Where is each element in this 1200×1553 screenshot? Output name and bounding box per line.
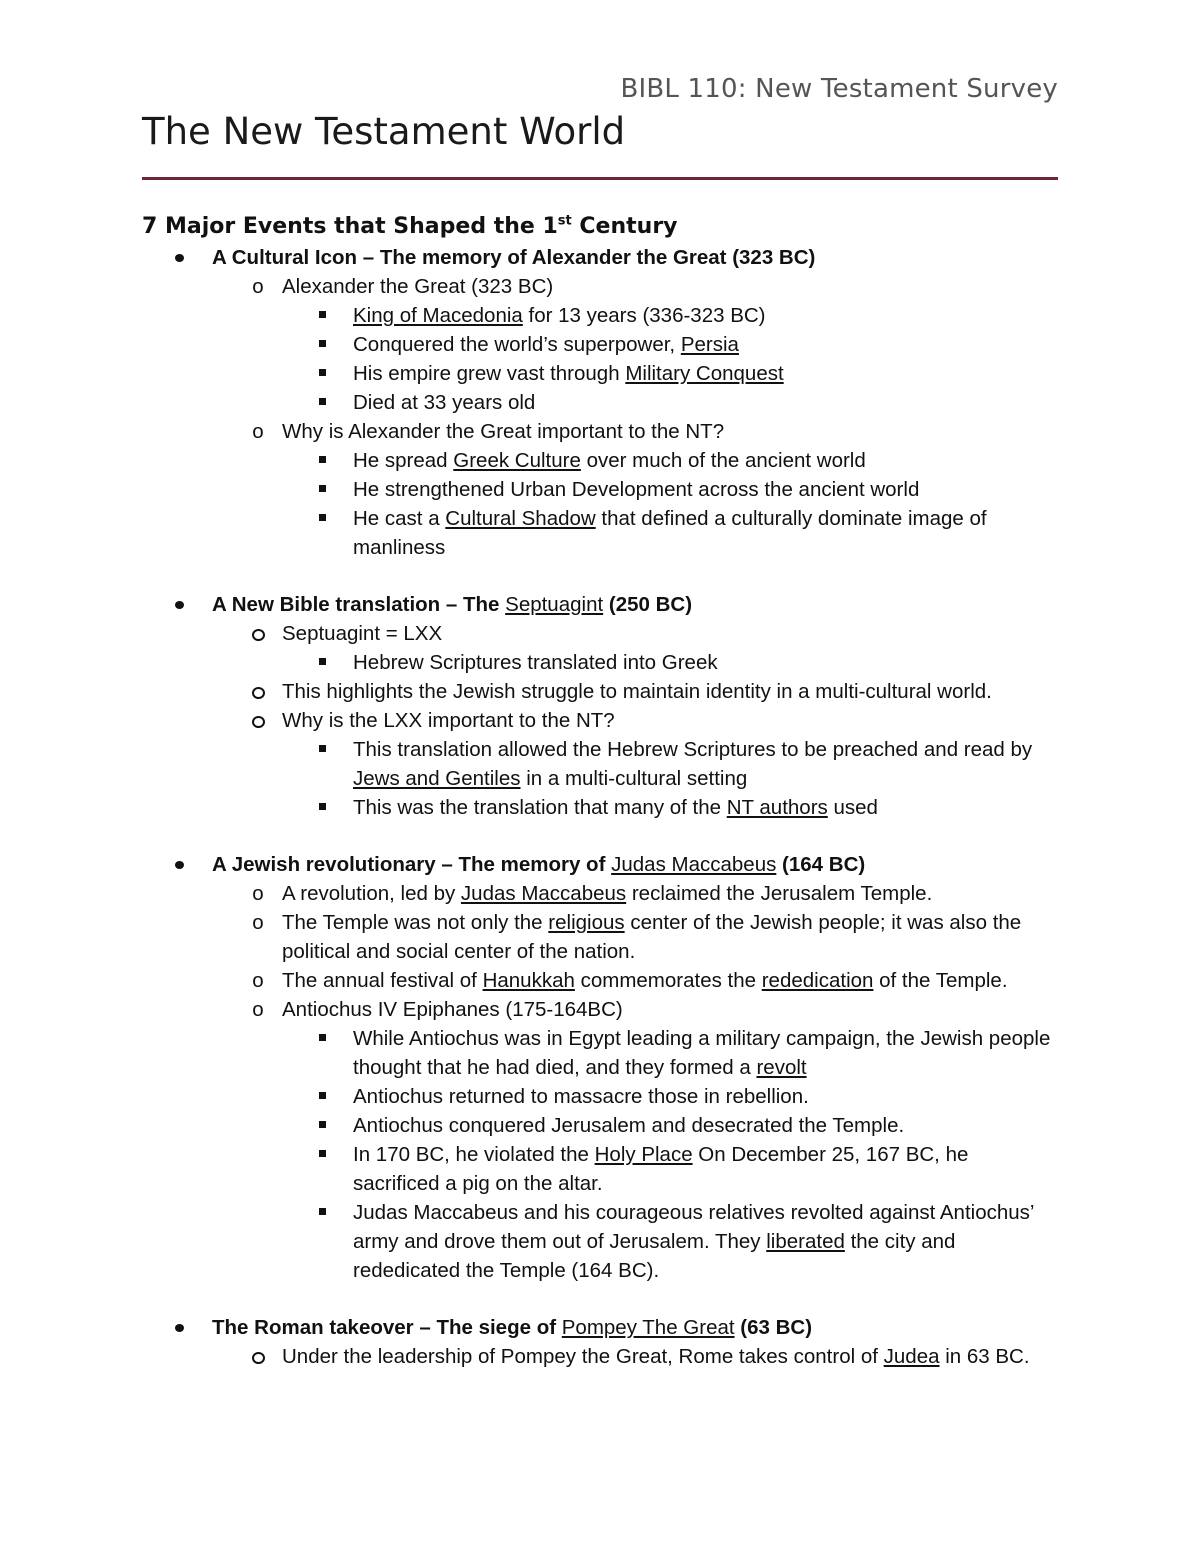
- section-heading: 7 Major Events that Shaped the 1st Century: [142, 213, 678, 239]
- list-item: Died at 33 years old: [142, 388, 1058, 417]
- list-item: Why is the LXX important to the NT?: [142, 706, 1058, 735]
- list-item: Conquered the world’s superpower, Persia: [142, 330, 1058, 359]
- list-item: This highlights the Jewish struggle to maintain identity in a multi-cultural world.: [142, 677, 1058, 706]
- event-maccabeus: A Jewish revolutionary – The memory of Judas Maccabeus (164 BC): [142, 850, 1058, 879]
- list-item: Under the leadership of Pompey the Great, Rome takes control of Judea in 63 BC.: [142, 1342, 1058, 1371]
- list-item: This was the translation that many of the NT authors used: [142, 793, 1058, 822]
- list-item: o The annual festival of Hanukkah commemorates the rededication of the Temple.: [252, 969, 1008, 992]
- list-item: This translation allowed the Hebrew Scriptures to be preached and read by Jews and Gentiles in a multi-cultural setting: [142, 735, 1058, 793]
- outline: [142, 212, 1058, 1371]
- list-item: o The Temple was not only the religious center of the Jewish people; it was also the political and social center of the nation.: [252, 911, 1022, 963]
- title-divider: [142, 177, 1058, 180]
- list-item: While Antiochus was in Egypt leading a military campaign, the Jewish people thought that he had died, and they formed a revolt: [142, 1024, 1058, 1082]
- list-item: Hebrew Scriptures translated into Greek: [142, 648, 1058, 677]
- list-item: He spread Greek Culture over much of the ancient world: [142, 446, 1058, 475]
- list-item: Judas Maccabeus and his courageous relatives revolted against Antiochus’ army and drove them out of Jerusalem. They liberated the city and rededicated the Temple (164 BC).: [142, 1198, 1058, 1285]
- list-item: Antiochus returned to massacre those in rebellion.: [142, 1082, 1058, 1111]
- list-item: He cast a Cultural Shadow that defined a culturally dominate image of manliness: [142, 504, 1058, 562]
- list-item: o Antiochus IV Epiphanes (175-164BC): [252, 998, 623, 1021]
- list-item: He strengthened Urban Development across the ancient world: [142, 475, 1058, 504]
- course-header: BIBL 110: New Testament Survey: [620, 74, 1058, 104]
- event-roman-takeover: The Roman takeover – The siege of Pompey The Great (63 BC): [142, 1313, 1058, 1342]
- list-item: o Why is Alexander the Great important to the NT?: [252, 420, 725, 443]
- list-item: o Alexander the Great (323 BC): [252, 275, 554, 298]
- event-alexander: A Cultural Icon – The memory of Alexander the Great (323 BC): [142, 243, 1058, 272]
- list-item: o A revolution, led by Judas Maccabeus reclaimed the Jerusalem Temple.: [252, 882, 933, 905]
- list-item: King of Macedonia for 13 years (336-323 BC): [142, 301, 1058, 330]
- event-septuagint: A New Bible translation – The Septuagint (250 BC): [142, 590, 1058, 619]
- document-title: The New Testament World: [142, 110, 626, 153]
- list-item: In 170 BC, he violated the Holy Place On December 25, 167 BC, he sacrificed a pig on the altar.: [142, 1140, 1058, 1198]
- list-item: His empire grew vast through Military Conquest: [142, 359, 1058, 388]
- list-item: Antiochus conquered Jerusalem and desecrated the Temple.: [142, 1111, 1058, 1140]
- list-item: Septuagint = LXX: [142, 619, 1058, 648]
